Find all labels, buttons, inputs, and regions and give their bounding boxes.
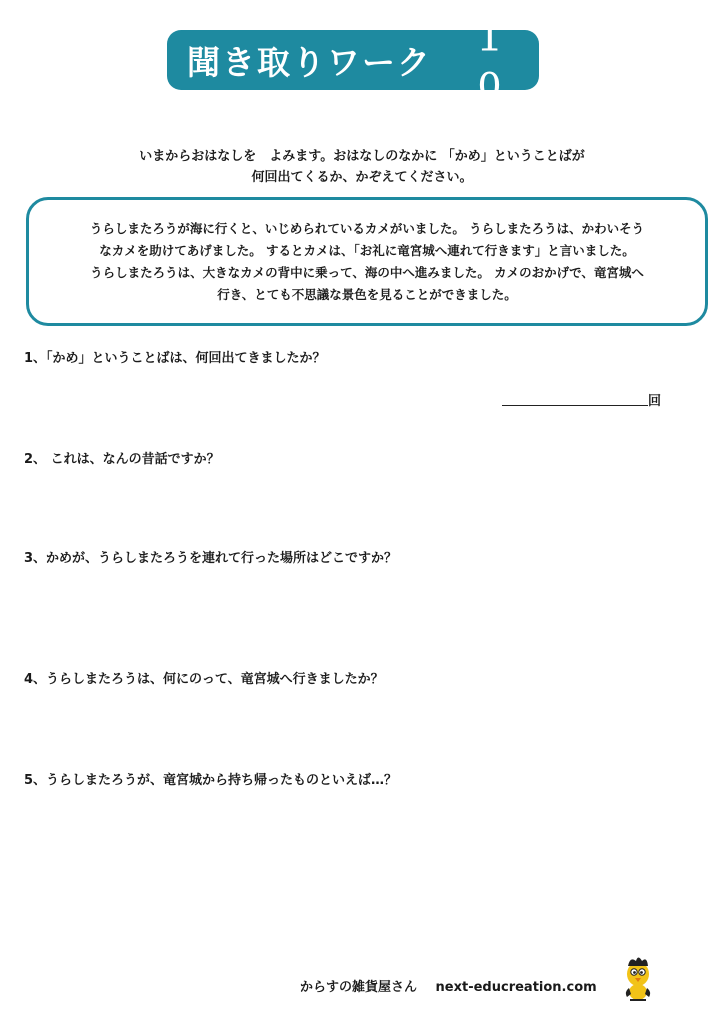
answer-unit: 回	[648, 394, 662, 409]
title-banner	[167, 19, 539, 105]
question-5: 5、うらしまたろうが、竜宮城から持ち帰ったものといえば…？	[24, 773, 398, 788]
question-2: 2、 これは、なんの昔話ですか？	[24, 452, 220, 467]
question-4: 4、うらしまたろうは、何にのって、竜宮城へ行きましたか？	[24, 672, 384, 687]
worksheet-title: 聞き取りワーク	[187, 42, 432, 82]
question-3: 3、かめが、うらしまたろうを連れて行った場所はどこですか？	[24, 551, 398, 566]
answer-line-1[interactable]	[502, 405, 648, 406]
story-box	[26, 197, 708, 326]
story-line-3: うらしまたろうは、大きなカメの背中に乗って、海の中へ進みました。 カメのおかげで、竜宮城へ	[90, 265, 644, 280]
instruction-line-1: いまからおはなしを よみます。おはなしのなかに 「かめ」ということばが	[139, 149, 585, 164]
footer	[300, 976, 597, 995]
story-line-1: うらしまたろうが海に行くと、いじめられているカメがいました。 うらしまたろうは、かわいそう	[89, 221, 645, 236]
crow-mascot-icon	[618, 952, 658, 1002]
story-line-2: なカメを助けてあげました。 するとカメは、「お礼に竜宮城へ連れて行きます」と言いました。	[99, 243, 635, 258]
instruction-text	[60, 146, 664, 188]
instruction-line-2: 何回出てくるか、かぞえてください。	[251, 170, 473, 185]
worksheet-number: １０	[473, 19, 520, 105]
footer-author: からすの雑貨屋さん	[300, 980, 418, 995]
footer-site: next-educreation.com	[435, 980, 597, 995]
story-line-4: 行き、とても不思議な景色を見ることができました。	[217, 287, 517, 302]
question-1: 1、「かめ」ということばは、何回出てきましたか？	[24, 351, 326, 366]
